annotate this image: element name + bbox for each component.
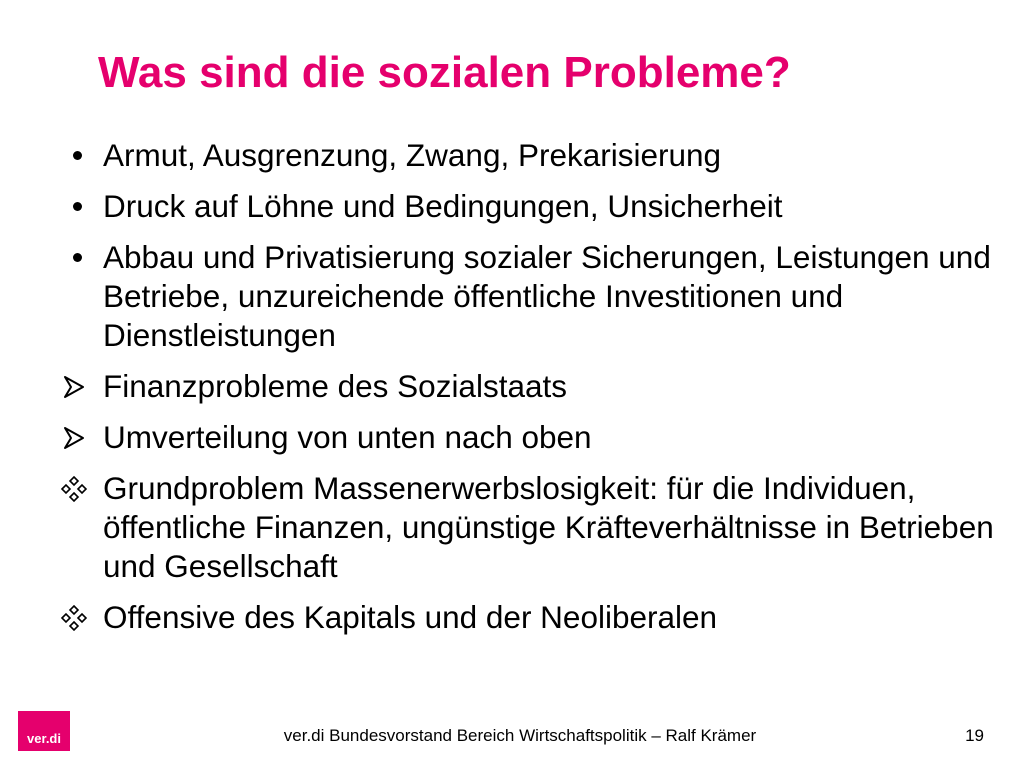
bullet-dot-icon bbox=[50, 136, 98, 175]
bullet-item-text: Armut, Ausgrenzung, Zwang, Prekarisierung bbox=[103, 137, 722, 173]
bullet-list bbox=[50, 136, 1000, 649]
bullet-item-text: Druck auf Löhne und Bedingungen, Unsicherheit bbox=[103, 188, 783, 224]
bullet-item-text: Umverteilung von unten nach oben bbox=[103, 419, 592, 455]
bullet-dot-icon bbox=[50, 238, 98, 277]
page-number: 19 bbox=[965, 726, 984, 745]
bullet-item bbox=[50, 238, 1000, 355]
bullet-item bbox=[50, 187, 1000, 226]
bullet-item bbox=[50, 367, 1000, 406]
diamond-cluster-icon bbox=[50, 598, 98, 637]
bullet-item bbox=[50, 469, 1000, 586]
bullet-item-text: Offensive des Kapitals und der Neoliberalen bbox=[103, 599, 718, 635]
bullet-item-text: Abbau und Privatisierung sozialer Sicherungen, Leistungen und Betriebe, unzureichende öffentliche Investitionen und Dienstleistungen bbox=[103, 239, 991, 353]
diamond-cluster-icon bbox=[50, 469, 98, 508]
bullet-item-text: Grundproblem Massenerwerbslosigkeit: für die Individuen, öffentliche Finanzen, ungünstige Kräfteverhältnisse in Betrieben und Gesellschaft bbox=[103, 470, 994, 584]
verdi-logo-text: ver.di bbox=[27, 731, 61, 746]
bullet-item bbox=[50, 136, 1000, 175]
arrowhead-icon bbox=[50, 418, 98, 457]
bullet-item bbox=[50, 598, 1000, 637]
bullet-dot-icon bbox=[50, 187, 98, 226]
bullet-item bbox=[50, 418, 1000, 457]
bullet-item-text: Finanzprobleme des Sozialstaats bbox=[103, 368, 567, 404]
verdi-logo bbox=[18, 711, 70, 751]
footer-text: ver.di Bundesvorstand Bereich Wirtschaftspolitik – Ralf Krämer bbox=[283, 726, 757, 745]
slide-title: Was sind die sozialen Probleme? bbox=[98, 48, 791, 97]
arrowhead-icon bbox=[50, 367, 98, 406]
